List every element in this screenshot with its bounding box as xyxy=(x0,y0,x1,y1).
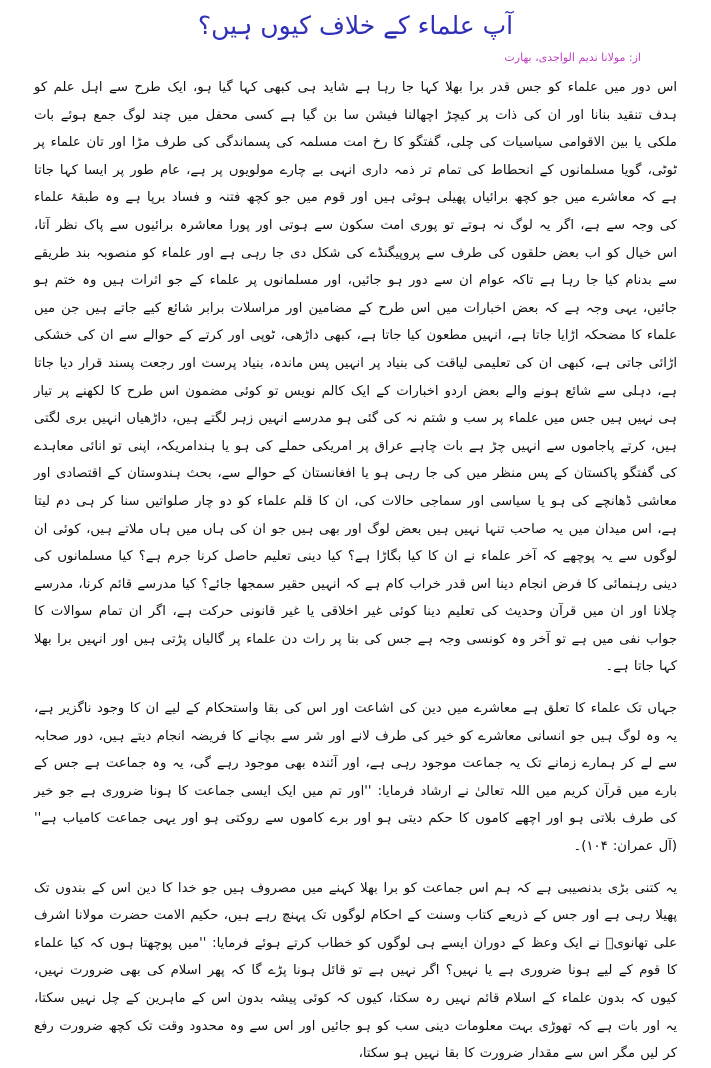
article-paragraph xyxy=(34,875,677,1068)
article-paragraph xyxy=(34,74,677,681)
paragraph-text: جہاں تک علماء کا تعلق ہے معاشرے میں دین کی اشاعت اور اس کی بقا واستحکام کے لیے ان کا وجود ناگزیر ہے، یہ وہ لوگ ہیں جو انسانی معاشرے کو خیر کی طرف لانے اور شر سے بچانے کا فریضہ انجام دیتے ہیں، دور صحابہ سے لے کر ہمارے زمانے تک یہ جماعت موجود رہی ہے، اور آئندہ بھی موجود رہے گی، یہ وہ جماعت ہے جس کے بارے میں قرآن کریم میں اللہ تعالیٰ نے ارشاد فرمایا: ''اور تم میں ایک ایسی جماعت کا ہونا ضروری ہے جو خیر کی طرف بلاتی ہو اور اچھے کاموں کا حکم دیتی ہو اور برے کاموں سے روکتی ہو اور یہی جماعت کامیاب ہے'' (آل عمران: ۱۰۴)۔ xyxy=(34,701,677,855)
article-paragraph xyxy=(34,695,677,861)
paragraph-text: یہ کتنی بڑی بدنصیبی ہے کہ ہم اس جماعت کو برا بھلا کہنے میں مصروف ہیں جو خدا کا دین اس کے بندوں تک پھیلا رہی ہے اور جس کے ذریعے کتاب وسنت کے احکام لوگوں تک پہنچ رہے ہیں، حکیم الامت حضرت مولانا اشرف علی تھانویؒ نے ایک وعظ کے دوران ایسے ہی لوگوں کو خطاب کرتے ہوئے فرمایا: ''میں پوچھتا ہوں کہ کیا علماء کا قوم کے لیے ہونا ضروری ہے یا نہیں؟ اگر نہیں ہے تو قائل ہونا پڑے گا کہ پھر اسلام کی بھی ضرورت نہیں، کیوں کہ بدون علماء کے اسلام قائم نہیں رہ سکتا، کیوں کہ کوئی پیشہ بدون اس کے ماہرین کے چل نہیں سکتا، یہ اور بات ہے کہ تھوڑی بہت معلومات دینی سب کو ہو جائیں اور اس سے وہ محدود وقت تک کچھ ضرورت رفع کر لیں مگر اس سے مقدار ضرورت کا بقا نہیں ہو سکتا، xyxy=(34,880,677,1062)
article-title: آپ علماء کے خلاف کیوں ہیں؟ xyxy=(197,11,514,40)
article-author: از: مولانا ندیم الواجدی، بھارت xyxy=(504,51,641,64)
paragraph-text: اس دور میں علماء کو جس قدر برا بھلا کہا جا رہا ہے شاید ہی کبھی کہا گیا ہو، ایک طرح سے اہل علم کو ہدف تنقید بنانا اور ان کی ذات پر کیچڑ اچھالنا فیشن سا بن گیا ہے کسی محفل میں چند لوگ جمع ہوئے بات ملکی یا بین الاقوامی سیاسیات کی چلی، گفتگو کا رخ امت مسلمہ کی پسماندگی کی طرف مڑا اور تان علماء پر ٹوٹی، گویا مسلمانوں کے انحطاط کی تمام تر ذمہ داری انہی بے چارے مولویوں پر ہے، عام طور پر ایسا کہا جاتا ہے کہ معاشرے میں جو کچھ برائیاں پھیلی ہوئی ہیں اور قوم میں جو کچھ فتنہ و فساد برپا ہے وہ طبقۂ علماء کی وجہ سے ہے، اگر یہ لوگ نہ ہوتے تو پوری امت سکون سے ہوتی اور پورا معاشرہ برائیوں سے پاک نظر آتا، اس خیال کو اب بعض حلقوں کی طرف سے پروپیگنڈے کی شکل دی جا رہی ہے اور علماء کو منصوبہ بند طریقے سے بدنام کیا جا رہا ہے تاکہ عوام ان سے دور ہو جائیں، اور مسلمانوں پر علماء کے جو اثرات ہیں وہ ختم ہو جائیں، یہی وجہ ہے کہ بعض اخبارات میں اس طرح کے مضامین اور مراسلات برابر شائع کیے جاتے ہیں جن میں علماء کا مضحکہ اڑایا جاتا ہے، انہیں مطعون کیا جاتا ہے، کبھی داڑھی، ٹوپی اور کرتے کے حوالے سے ان کی خشکی اڑائی جاتی ہے، کبھی ان کی تعلیمی لیاقت کی بنیاد پر انہیں پس ماندہ، بنیاد پرست اور رجعت پسند قرار دیا جاتا ہے، دہلی سے شائع ہونے والے بعض اردو اخبارات کے ایک کالم نویس تو کوئی مضمون اس طرح کا لکھنے پر تیار ہی نہیں ہیں جس میں علماء پر سب و شتم نہ کی گئی ہو مدرسے انہیں زہر لگتے ہیں، داڑھیاں انہیں بری لگتی ہیں، کرتے پاجاموں سے انہیں چڑ ہے بات چاہے عراق پر امریکی حملے کی ہو یا ہندامریکہ، اپنی تو انائی معاہدے کی گفتگو پاکستان کے پس منظر میں کی جا رہی ہو یا افغانستان کے حوالے سے، بحث ہندوستان کے اقتصادی اور معاشی ڈھانچے کی ہو یا سیاسی اور سماجی حالات کی، ان کا قلم علماء کو دو چار صلواتیں سنا کر ہی دم لیتا ہے، اس میدان میں یہ صاحب تنہا نہیں ہیں بعض لوگ اور بھی ہیں جو ان کی ہاں میں ہاں ملاتے ہیں، کوئی ان لوگوں سے یہ پوچھے کہ آخر علماء نے ان کا کیا بگاڑا ہے؟ کیا دینی تعلیم حاصل کرنا جرم ہے؟ کیا مسلمانوں کی دینی رہنمائی کا فرض انجام دینا اس قدر خراب کام ہے کہ انہیں حقیر سمجھا جائے؟ کیا مدرسے قائم کرنا، مدرسے چلانا اور ان میں قرآن وحدیث کی تعلیم دینا کوئی غیر اخلاقی یا غیر قانونی حرکت ہے، اگر ان تمام سوالات کا جواب نفی میں ہے تو آخر وہ کونسی وجہ ہے جس کی بنا پر رات دن علماء پر گالیاں پڑتی ہیں اور انہیں برا بھلا کہا جاتا ہے۔ xyxy=(34,80,677,675)
